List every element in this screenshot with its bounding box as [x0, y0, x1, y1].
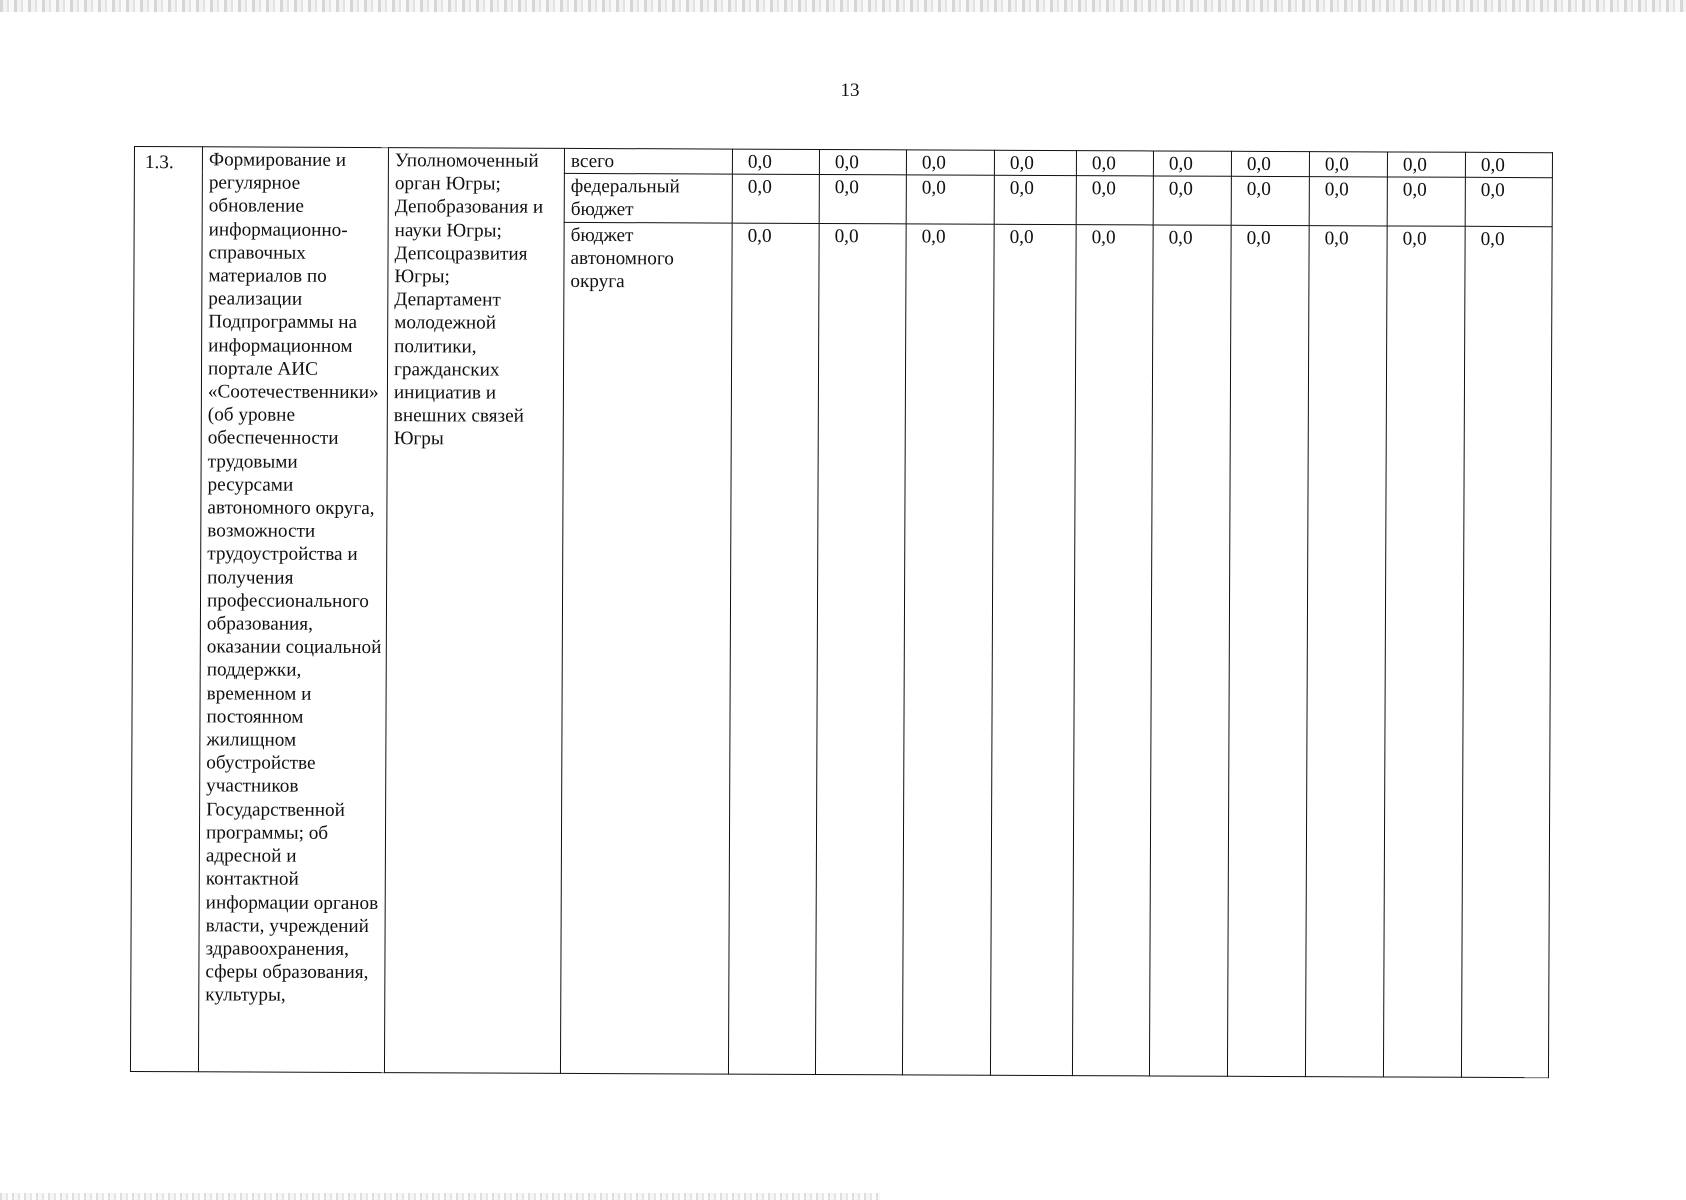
- funding-source-cell: бюджет автономного округа: [560, 222, 732, 1074]
- funding-source-cell: всего: [564, 148, 732, 174]
- value-cell: 0,0: [1387, 177, 1465, 226]
- value-cell: 0,0: [1149, 225, 1231, 1077]
- value-cell: 0,0: [1153, 151, 1231, 177]
- value-cell: 0,0: [1231, 176, 1309, 225]
- value-cell: 0,0: [1309, 152, 1387, 178]
- value-cell: 0,0: [1383, 226, 1465, 1078]
- value-cell: 0,0: [1305, 225, 1387, 1077]
- value-cell: 0,0: [902, 223, 994, 1075]
- value-cell: 0,0: [994, 175, 1076, 224]
- value-cell: 0,0: [1153, 176, 1231, 225]
- activity-cell: Формирование и регулярное обновление информационно-справочных материалов по реализации Подпрограммы на информационном портале АИС «Соотечественники» (об уровне обеспеченности трудовыми ресурсами автономного округа, возможности трудоустройства и получения профессионального образования, оказании социальной поддержки, временном и постоянном жилищном обустройстве участников Государственной программы; об адресной и контактной информации органов власти, учреждений здравоохранения, сферы образования, культуры,: [198, 147, 388, 1073]
- value-cell: 0,0: [1309, 177, 1387, 226]
- value-cell: 0,0: [1231, 151, 1309, 177]
- value-cell: 0,0: [815, 223, 906, 1075]
- scan-edge-top: [0, 0, 1686, 12]
- scan-edge-bottom: [0, 1193, 880, 1200]
- value-cell: 0,0: [1465, 152, 1552, 178]
- value-cell: 0,0: [1465, 178, 1552, 227]
- page-number: 13: [840, 80, 860, 101]
- value-cell: 0,0: [819, 175, 906, 224]
- value-cell: 0,0: [1076, 151, 1153, 177]
- value-cell: 0,0: [732, 149, 819, 175]
- value-cell: 0,0: [1076, 176, 1153, 225]
- value-cell: 0,0: [906, 150, 994, 176]
- value-cell: 0,0: [1227, 225, 1309, 1077]
- value-cell: 0,0: [1387, 152, 1465, 178]
- row-number-cell: 1.3.: [130, 147, 202, 1072]
- value-cell: 0,0: [819, 149, 906, 175]
- value-cell: 0,0: [990, 224, 1076, 1076]
- table-row: [134, 147, 1552, 178]
- value-cell: 0,0: [994, 150, 1076, 176]
- budget-table: [130, 146, 1553, 1078]
- funding-source-cell: федеральный бюджет: [564, 174, 732, 223]
- value-cell: 0,0: [1072, 224, 1153, 1076]
- value-cell: 0,0: [732, 174, 819, 223]
- executor-cell: Уполномоченный орган Югры; Депобразования и науки Югры; Депсоцразвития Югры; Департамент молодежной политики, гражданских инициатив и внешних связей Югры: [384, 148, 564, 1074]
- value-cell: 0,0: [728, 223, 819, 1075]
- value-cell: 0,0: [906, 175, 994, 224]
- value-cell: 0,0: [1461, 226, 1552, 1078]
